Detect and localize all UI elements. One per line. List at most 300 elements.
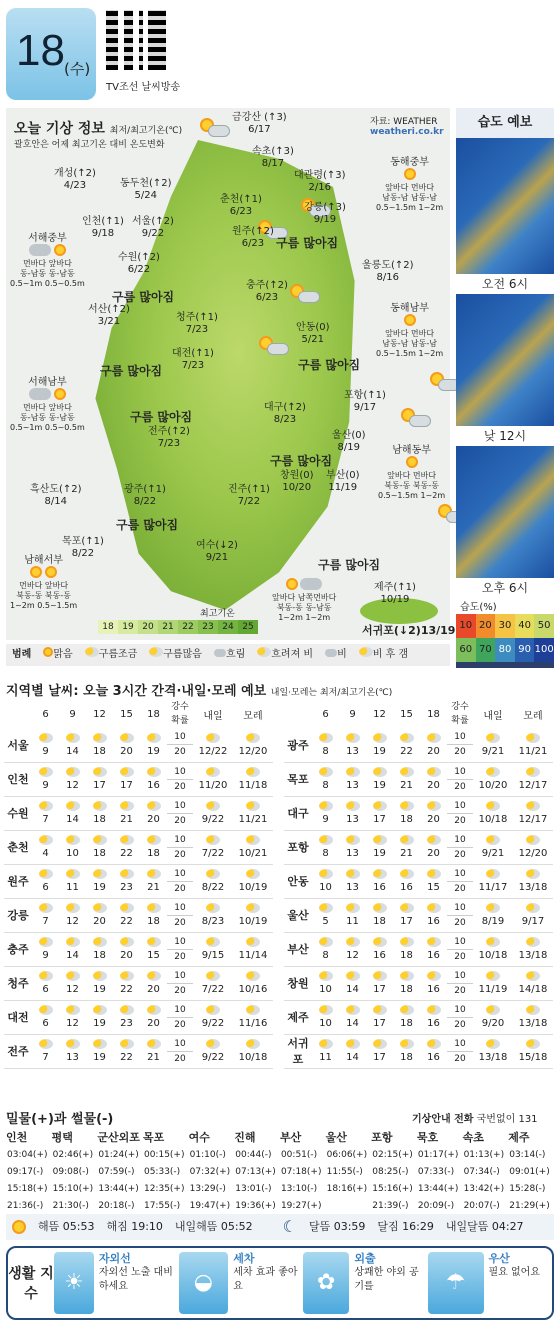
tomorrow-temp: 9/22 — [193, 1000, 233, 1034]
life-uv: ☀ 자외선 자외선 노출 대비 하세요 — [54, 1252, 175, 1314]
weather-icon — [66, 903, 80, 913]
city-seosan: 서산(↑2) 3/21 — [88, 304, 130, 327]
legend-partly: 구름조금 — [85, 644, 138, 666]
after-temp: 10/19 — [233, 864, 273, 898]
hour-temp: 21 — [393, 830, 420, 864]
city-cheongju: 청주(↑1) 7/23 — [176, 312, 218, 335]
tide-row — [6, 1197, 554, 1214]
hour-temp: 10 — [312, 966, 339, 1000]
rain-prob: 10 20 — [447, 932, 473, 966]
tomorrow-temp: 11/19 — [473, 966, 513, 1000]
cloud-label: 구름 많아짐 — [112, 290, 175, 304]
tomorrow-temp: 9/20 — [473, 1000, 513, 1034]
hour-temp: 20 — [140, 796, 167, 830]
tide-place: 목포 — [142, 1131, 165, 1144]
hour-temp: 8 — [312, 830, 339, 864]
hour-temp: 16 — [420, 1034, 447, 1068]
date-box — [6, 8, 96, 100]
hour-temp: 19 — [366, 762, 393, 796]
tide-time: 01:17(+) — [417, 1149, 459, 1160]
after-temp: 14/18 — [513, 966, 553, 1000]
forecast-row — [284, 966, 553, 1000]
weather-icon — [39, 937, 53, 947]
hour-temp: 14 — [339, 1034, 366, 1068]
after-temp: 10/21 — [233, 830, 273, 864]
weather-icon — [373, 801, 387, 811]
weather-icon — [400, 903, 414, 913]
weather-icon — [66, 869, 80, 879]
humidity-scale-cell: 50 — [534, 614, 554, 638]
humidity-scale-cell: 100 — [534, 638, 554, 662]
weather-icon — [346, 733, 360, 743]
weather-icon — [427, 1039, 441, 1049]
hour-temp: 10 — [312, 864, 339, 898]
weather-icon — [147, 971, 161, 981]
humidity-scale-cell: 80 — [495, 638, 515, 662]
tide-time: 07:33(-) — [417, 1166, 455, 1177]
weather-icon — [66, 767, 80, 777]
tide-time: 21:39(-) — [372, 1200, 409, 1211]
after-temp: 13/18 — [513, 864, 553, 898]
city-name: 서울 — [4, 728, 32, 762]
tomorrow-temp: 9/21 — [473, 830, 513, 864]
hour-temp: 15 — [140, 932, 167, 966]
city-name: 부산 — [284, 932, 312, 966]
weather-icon — [39, 971, 53, 981]
hour-temp: 14 — [59, 728, 86, 762]
weather-icon — [147, 869, 161, 879]
qr-code[interactable] — [106, 10, 166, 70]
hour-temp: 17 — [366, 1034, 393, 1068]
weather-icon — [39, 903, 53, 913]
hour-temp: 12 — [59, 1000, 86, 1034]
city-wonju: 원주(↑2) 6/23 — [232, 226, 274, 249]
weather-icon — [427, 767, 441, 777]
map-title: 오늘 기상 정보 최저/최고기온(℃) — [14, 121, 183, 137]
tide-time: 03:04(+) — [7, 1149, 48, 1160]
weather-icon — [93, 801, 107, 811]
hour-temp: 18 — [86, 932, 113, 966]
header-blank — [4, 700, 32, 728]
forecast-row — [4, 1000, 273, 1034]
moon-icon: ☾ — [282, 1217, 297, 1236]
hour-temp: 18 — [140, 898, 167, 932]
forecast-row — [4, 864, 273, 898]
city-yeosu: 여수(↓2) 9/21 — [196, 540, 238, 563]
rain-prob: 10 20 — [447, 796, 473, 830]
forecast-row — [4, 796, 273, 830]
sea-jeju: 앞바다 남쪽먼바다 북동-동 동-남동 1~2m 1~2m — [272, 578, 336, 623]
tide-time: 19:27(+) — [280, 1200, 322, 1211]
city-chuncheon: 춘천(↑1) 6/23 — [220, 194, 262, 217]
weather-icon — [66, 835, 80, 845]
hour-temp: 20 — [420, 728, 447, 762]
after-temp: 12/20 — [513, 830, 553, 864]
rain-prob: 10 20 — [167, 830, 193, 864]
tide-place: 부산 — [279, 1131, 302, 1144]
rain-prob: 10 20 — [447, 898, 473, 932]
hour-temp: 13 — [339, 830, 366, 864]
weather-icon — [319, 835, 333, 845]
after-header: 모레 — [243, 710, 263, 722]
tomorrow-temp: 13/18 — [473, 1034, 513, 1068]
tomorrow-temp: 9/22 — [193, 1034, 233, 1068]
weather-phone: 기상안내 전화 국번없이 131 — [412, 1114, 538, 1125]
weather-icon — [319, 971, 333, 981]
hour-temp: 20 — [140, 966, 167, 1000]
hour-temp: 18 — [393, 932, 420, 966]
hour-temp: 14 — [339, 966, 366, 1000]
rain-prob: 10 20 — [167, 966, 193, 1000]
tide-time: 01:10(-) — [189, 1149, 226, 1160]
cloud-label: 구름 많아짐 — [276, 236, 339, 250]
humidity-title: 습도 예보 — [456, 108, 554, 138]
tide-time: 21:36(-) — [7, 1200, 44, 1211]
moonrise: 달뜸 03:59 — [308, 1220, 366, 1233]
hour-temp: 16 — [140, 762, 167, 796]
hour-header: 15 — [400, 708, 413, 720]
tide-time: 09:08(-) — [52, 1166, 89, 1177]
forecast-table-left — [4, 700, 273, 1069]
city-ulleungdo: 울릉도(↑2) 8/16 — [362, 260, 414, 283]
tomorrow-temp: 7/22 — [193, 966, 233, 1000]
weather-icon — [319, 869, 333, 879]
weather-icon — [427, 937, 441, 947]
tide-time: 12:35(+) — [143, 1183, 185, 1194]
city-name: 춘천 — [4, 830, 32, 864]
sun-icon — [12, 1220, 26, 1234]
weather-icon — [147, 903, 161, 913]
life-carwash: ◒ 세차 세차 효과 좋아요 — [179, 1252, 300, 1314]
tide-place: 여수 — [188, 1131, 210, 1144]
city-pohang: 포항(↑1) 9/17 — [344, 390, 386, 413]
sun-cloud-icon — [259, 336, 289, 356]
weather-icon — [427, 903, 441, 913]
tomorrow-temp: 11/20 — [193, 762, 233, 796]
hour-temp: 18 — [393, 796, 420, 830]
tide-place: 평택 — [51, 1131, 73, 1144]
hour-temp: 9 — [312, 796, 339, 830]
humidity-scale-cell: 60 — [456, 638, 476, 662]
rain-prob: 10 20 — [447, 1034, 473, 1068]
weather-icon — [66, 1005, 80, 1015]
after-temp: 13/18 — [513, 932, 553, 966]
forecast-row — [284, 932, 553, 966]
tide-time: 17:55(-) — [143, 1200, 181, 1211]
weather-icon — [120, 869, 134, 879]
tide-time: 15:10(+) — [52, 1183, 94, 1194]
weather-icon — [319, 937, 333, 947]
tomorrow-header: 내일 — [203, 710, 223, 722]
forecast-row — [4, 728, 273, 762]
weather-icon — [120, 1005, 134, 1015]
hour-temp: 6 — [32, 966, 59, 1000]
moonrise-tomorrow: 내일달뜸 04:27 — [445, 1220, 524, 1233]
cloud-label: 구름 많아짐 — [318, 558, 381, 572]
tide-time: 02:15(+) — [372, 1149, 413, 1160]
city-seogwipo: 서귀포(↓2)13/19 — [362, 624, 456, 637]
tide-time: 00:44(-) — [235, 1149, 272, 1160]
city-name: 청주 — [4, 966, 32, 1000]
city-sokcho: 속초(↑3) 8/17 — [252, 146, 294, 169]
hour-temp: 16 — [420, 898, 447, 932]
weather-icon — [319, 1039, 333, 1049]
tide-title: 밀물(+)과 썰물(-) — [6, 1112, 114, 1127]
tomorrow-temp: 8/19 — [473, 898, 513, 932]
humidity-map-12pm — [456, 294, 554, 426]
weather-icon — [427, 869, 441, 879]
after-temp: 11/21 — [513, 728, 553, 762]
cloud-label: 구름 많아짐 — [298, 358, 361, 372]
sea-west-south: 서해남부 먼바다 앞바다 동-남동 동-남동 0.5~1m 0.5~0.5m — [10, 377, 85, 432]
weather-icon — [373, 869, 387, 879]
tomorrow-temp: 8/22 — [193, 864, 233, 898]
map-source: 자료: WEATHER weatheri.co.kr — [370, 117, 444, 137]
sun-cloud-icon — [290, 284, 320, 304]
tide-time: 11:55(-) — [326, 1166, 363, 1177]
tide-time: 05:33(-) — [143, 1166, 181, 1177]
weather-icon — [147, 801, 161, 811]
life-outing: ✿ 외출 상쾌한 야외 공기를 — [303, 1252, 424, 1314]
tide-row — [6, 1163, 554, 1180]
sea-south-west: 남해서부 먼바다 앞바다 북동-동 북동-동 1~2m 0.5~1.5m — [10, 555, 78, 610]
city-name: 창원 — [284, 966, 312, 1000]
hour-temp: 6 — [32, 864, 59, 898]
hour-temp: 9 — [32, 728, 59, 762]
weather-icon — [93, 937, 107, 947]
tide-time: 00:15(+) — [143, 1149, 185, 1160]
life-index — [6, 1246, 554, 1320]
car-icon: ◒ — [179, 1252, 229, 1314]
hour-temp: 13 — [339, 864, 366, 898]
date-weekday: (수) — [64, 60, 91, 78]
weather-icon — [427, 835, 441, 845]
hour-temp: 7 — [32, 898, 59, 932]
weather-icon — [346, 835, 360, 845]
tide-time: 18:16(+) — [326, 1183, 368, 1194]
after-temp: 11/21 — [233, 796, 273, 830]
weather-icon — [147, 835, 161, 845]
weather-icon — [400, 733, 414, 743]
humidity-time: 오전 6시 — [456, 274, 554, 294]
after-temp: 9/17 — [513, 898, 553, 932]
after-temp: 12/20 — [233, 728, 273, 762]
humidity-time: 오후 6시 — [456, 578, 554, 598]
sea-east-central: 동해중부 앞바다 먼바다 남동-남 남동-남 0.5~1.5m 1~2m — [376, 157, 444, 212]
cloud-label: 구름 많아짐 — [100, 364, 163, 378]
city-name: 원주 — [4, 864, 32, 898]
humidity-scale-label: 습도(%) — [456, 598, 554, 614]
weather-icon — [427, 733, 441, 743]
weather-icon — [39, 1039, 53, 1049]
weather-icon — [400, 835, 414, 845]
city-name: 포항 — [284, 830, 312, 864]
after-temp: 10/16 — [233, 966, 273, 1000]
hour-temp: 22 — [113, 830, 140, 864]
weather-icon — [39, 733, 53, 743]
tide-time: 20:07(-) — [463, 1200, 500, 1211]
city-jeju: 제주(↑1) 10/19 — [374, 582, 416, 605]
flower-icon: ✿ — [303, 1252, 349, 1314]
city-daegwallyeong: 대관령(↑3) 2/16 — [294, 170, 346, 193]
hour-temp: 20 — [420, 762, 447, 796]
weather-icon — [66, 971, 80, 981]
sunrise: 해뜸 05:53 — [38, 1220, 95, 1233]
hour-temp: 13 — [339, 762, 366, 796]
hour-header: 6 — [42, 708, 49, 720]
rain-prob: 10 20 — [167, 1034, 193, 1068]
hour-temp: 11 — [59, 864, 86, 898]
hour-temp: 18 — [140, 830, 167, 864]
hour-header: 18 — [147, 708, 160, 720]
weather-icon — [39, 801, 53, 811]
tide-time: 13:29(-) — [189, 1183, 226, 1194]
cloud-label: 구름 많아짐 — [270, 454, 333, 468]
weather-icon — [346, 801, 360, 811]
hour-temp: 15 — [420, 864, 447, 898]
hour-temp: 18 — [366, 898, 393, 932]
hour-temp: 9 — [32, 932, 59, 966]
tide-row — [6, 1146, 554, 1163]
city-busan: 부산(0) 11/19 — [326, 470, 360, 493]
tide-time: 20:18(-) — [98, 1200, 135, 1211]
humidity-scale-cell: 30 — [495, 614, 515, 638]
hour-temp: 6 — [32, 1000, 59, 1034]
weather-icon — [373, 835, 387, 845]
city-mokpo: 목포(↑1) 8/22 — [62, 536, 104, 559]
weather-icon — [400, 801, 414, 811]
sea-south-east: 남해동부 앞바다 먼바다 북동-동 북동-동 0.5~1.5m 1~2m — [378, 445, 446, 500]
after-temp: 10/18 — [233, 1034, 273, 1068]
weather-icon — [120, 971, 134, 981]
weather-icon — [373, 1039, 387, 1049]
weather-icon — [319, 801, 333, 811]
rain-prob: 10 20 — [167, 762, 193, 796]
hour-temp: 20 — [140, 1000, 167, 1034]
tide-time: 21:29(+) — [509, 1200, 550, 1211]
hour-temp: 14 — [339, 1000, 366, 1034]
hour-temp: 19 — [86, 864, 113, 898]
city-gwangju: 광주(↑1) 8/22 — [124, 484, 166, 507]
hour-temp: 20 — [420, 796, 447, 830]
hour-header: 12 — [373, 708, 386, 720]
life-title: 생활 지수 — [8, 1266, 54, 1302]
tide-time: 07:32(+) — [189, 1166, 231, 1177]
hour-temp: 11 — [339, 898, 366, 932]
legend-rain-later: 흐려져 비 — [257, 644, 313, 666]
weather-icon — [147, 733, 161, 743]
rain-prob: 10 20 — [167, 796, 193, 830]
tide-row — [6, 1180, 554, 1197]
hour-header: 6 — [322, 708, 329, 720]
header-blank — [284, 700, 312, 728]
humidity-scale-cell: 90 — [515, 638, 535, 662]
tide-time: 13:44(+) — [417, 1183, 459, 1194]
weather-icon — [93, 903, 107, 913]
forecast-row — [284, 762, 553, 796]
after-temp: 11/16 — [233, 1000, 273, 1034]
city-name: 충주 — [4, 932, 32, 966]
legend-label: 범례 — [12, 649, 32, 660]
weather-icon — [93, 971, 107, 981]
humidity-time: 낮 12시 — [456, 426, 554, 446]
hour-temp: 21 — [140, 1034, 167, 1068]
city-name: 인천 — [4, 762, 32, 796]
rain-prob: 10 20 — [447, 728, 473, 762]
hour-temp: 21 — [140, 864, 167, 898]
sea-east-south: 동해남부 앞바다 먼바다 남동-남 남동-남 0.5~1.5m 1~2m — [376, 303, 444, 358]
weather-icon — [66, 801, 80, 811]
city-name: 울산 — [284, 898, 312, 932]
hour-temp: 14 — [59, 932, 86, 966]
hour-temp: 16 — [420, 1000, 447, 1034]
forecast-row — [4, 932, 273, 966]
city-jinju: 진주(↑1) 7/22 — [228, 484, 270, 507]
city-heuksando: 흑산도(↑2) 8/14 — [30, 484, 82, 507]
rain-prob: 10 20 — [447, 1000, 473, 1034]
weather-icon — [66, 937, 80, 947]
tomorrow-temp: 8/23 — [193, 898, 233, 932]
tomorrow-header: 내일 — [483, 710, 503, 722]
rain-prob: 10 20 — [167, 728, 193, 762]
hour-temp: 22 — [113, 1034, 140, 1068]
city-name: 목포 — [284, 762, 312, 796]
weather-icon — [93, 767, 107, 777]
weather-icon — [39, 869, 53, 879]
hour-temp: 13 — [339, 796, 366, 830]
tomorrow-temp: 10/18 — [473, 796, 513, 830]
tide-place: 제주 — [508, 1131, 530, 1144]
hour-temp: 20 — [113, 932, 140, 966]
tomorrow-temp: 11/17 — [473, 864, 513, 898]
hour-temp: 11 — [312, 1034, 339, 1068]
city-name: 광주 — [284, 728, 312, 762]
weather-icon — [346, 869, 360, 879]
hour-temp: 17 — [393, 898, 420, 932]
tide-place: 포항 — [371, 1131, 393, 1144]
forecast-row — [284, 796, 553, 830]
humidity-scale-cell: 10 — [456, 614, 476, 638]
legend-mostly: 구름많음 — [149, 644, 202, 666]
city-changwon: 창원(0) 10/20 — [280, 470, 314, 493]
tide-place: 진해 — [234, 1131, 256, 1144]
hour-temp: 21 — [393, 762, 420, 796]
tide-time: 03:14(-) — [509, 1149, 546, 1160]
humidity-scale-cell: 70 — [476, 638, 496, 662]
hour-temp: 14 — [59, 796, 86, 830]
map-subtitle: 괄호안은 어제 최고기온 대비 온도변화 — [14, 140, 165, 150]
sunrise-tomorrow: 내일해뜸 05:52 — [174, 1220, 253, 1233]
weather-icon — [93, 835, 107, 845]
weather-icon — [319, 733, 333, 743]
tomorrow-temp: 9/15 — [193, 932, 233, 966]
weather-icon — [373, 733, 387, 743]
tide-time: 09:01(+) — [509, 1166, 550, 1177]
weather-icon — [120, 835, 134, 845]
weather-icon — [346, 903, 360, 913]
hour-temp: 8 — [312, 728, 339, 762]
hour-temp: 13 — [339, 728, 366, 762]
hour-temp: 18 — [393, 1000, 420, 1034]
weather-icon — [373, 937, 387, 947]
city-incheon: 인천(↑1) 9/18 — [82, 216, 124, 239]
tide-time — [326, 1197, 372, 1214]
hour-temp: 20 — [86, 898, 113, 932]
hour-header: 12 — [93, 708, 106, 720]
tide-time: 15:18(+) — [7, 1183, 48, 1194]
tide-time: 15:28(-) — [509, 1183, 546, 1194]
life-umbrella: ☂ 우산 필요 없어요 — [428, 1252, 549, 1314]
